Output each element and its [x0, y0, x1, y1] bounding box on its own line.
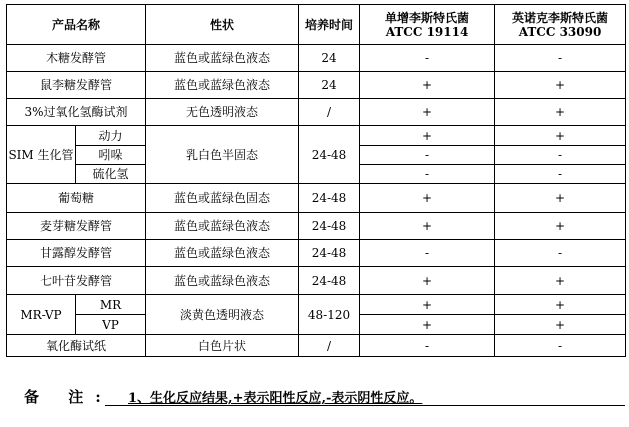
- table-row: [7, 99, 626, 126]
- mrvp-sub-name: VP: [76, 315, 146, 335]
- row-strain2-result: +: [495, 72, 626, 99]
- row-property: 蓝色或蓝绿色液态: [146, 240, 299, 267]
- sim-row: [7, 126, 626, 146]
- row-strain1-result: -: [360, 335, 495, 357]
- sim-strain2-result: -: [495, 165, 626, 184]
- footnote: [24, 386, 422, 407]
- mrvp-strain2-result: +: [495, 295, 626, 315]
- row-strain2-result: -: [495, 240, 626, 267]
- row-strain2-result: +: [495, 99, 626, 126]
- row-strain2-result: +: [495, 184, 626, 213]
- row-strain1-result: -: [360, 45, 495, 72]
- sim-sub-name: 吲哚: [76, 146, 146, 165]
- row-property: 蓝色或蓝绿色液态: [146, 72, 299, 99]
- row-property: 蓝色或蓝绿色液态: [146, 213, 299, 240]
- sim-strain2-result: +: [495, 126, 626, 146]
- header-strain2: [495, 5, 626, 45]
- sim-sub-name: 硫化氢: [76, 165, 146, 184]
- row-name: 氧化酶试纸: [7, 335, 146, 357]
- footnote-label: 备 注:: [24, 388, 113, 406]
- table-row: [7, 335, 626, 357]
- header-time: 培养时间: [299, 5, 360, 45]
- header-property: 性状: [146, 5, 299, 45]
- table-row: [7, 213, 626, 240]
- row-strain2-result: -: [495, 45, 626, 72]
- header-strain1-name: 单增李斯特氏菌: [385, 10, 470, 25]
- mrvp-sub-name: MR: [76, 295, 146, 315]
- row-property: 蓝色或蓝绿色液态: [146, 267, 299, 295]
- header-strain2-atcc: ATCC 33090: [518, 24, 602, 39]
- sim-time: 24-48: [299, 126, 360, 184]
- row-property: 无色透明液态: [146, 99, 299, 126]
- row-time: 24-48: [299, 184, 360, 213]
- mrvp-group-label: MR-VP: [7, 295, 76, 335]
- mrvp-strain1-result: +: [360, 295, 495, 315]
- header-strain1-atcc: ATCC 19114: [385, 24, 469, 39]
- mrvp-strain1-result: +: [360, 315, 495, 335]
- mrvp-row: [7, 295, 626, 315]
- sim-strain1-result: -: [360, 146, 495, 165]
- sim-group-label: SIM 生化管: [7, 126, 76, 184]
- row-property: 蓝色或蓝绿色固态: [146, 184, 299, 213]
- footnote-rule: [105, 405, 625, 406]
- row-name: 甘露醇发酵管: [7, 240, 146, 267]
- row-strain1-result: +: [360, 213, 495, 240]
- row-time: /: [299, 99, 360, 126]
- table-row: [7, 72, 626, 99]
- sim-sub-name: 动力: [76, 126, 146, 146]
- row-strain2-result: +: [495, 213, 626, 240]
- row-time: 24-48: [299, 213, 360, 240]
- row-strain1-result: +: [360, 99, 495, 126]
- row-time: /: [299, 335, 360, 357]
- header-strain2-name: 英诺克李斯特氏菌: [512, 10, 609, 25]
- table-row: [7, 45, 626, 72]
- sim-strain1-result: -: [360, 165, 495, 184]
- row-time: 24-48: [299, 240, 360, 267]
- row-time: 24: [299, 45, 360, 72]
- mrvp-time: 48-120: [299, 295, 360, 335]
- row-name: 七叶苷发酵管: [7, 267, 146, 295]
- table-row: [7, 184, 626, 213]
- row-name: 3%过氧化氢酶试剂: [7, 99, 146, 126]
- row-strain2-result: -: [495, 335, 626, 357]
- row-strain1-result: +: [360, 72, 495, 99]
- row-name: 木糖发酵管: [7, 45, 146, 72]
- row-name: 葡萄糖: [7, 184, 146, 213]
- row-property: 蓝色或蓝绿色液态: [146, 45, 299, 72]
- row-property: 白色片状: [146, 335, 299, 357]
- sim-strain1-result: +: [360, 126, 495, 146]
- header-row: [7, 5, 626, 45]
- sim-strain2-result: -: [495, 146, 626, 165]
- row-strain2-result: +: [495, 267, 626, 295]
- table-row: [7, 267, 626, 295]
- header-strain1: [360, 5, 495, 45]
- mrvp-strain2-result: +: [495, 315, 626, 335]
- row-name: 鼠李糖发酵管: [7, 72, 146, 99]
- footnote-text: 1、生化反应结果,+表示阳性反应,-表示阴性反应。: [128, 391, 423, 406]
- sim-property: 乳白色半固态: [146, 126, 299, 184]
- row-strain1-result: +: [360, 267, 495, 295]
- row-name: 麦芽糖发酵管: [7, 213, 146, 240]
- header-product: 产品名称: [7, 5, 146, 45]
- row-time: 24-48: [299, 267, 360, 295]
- table-row: [7, 240, 626, 267]
- mrvp-property: 淡黄色透明液态: [146, 295, 299, 335]
- row-strain1-result: +: [360, 184, 495, 213]
- row-strain1-result: -: [360, 240, 495, 267]
- biochemical-table: [6, 4, 626, 357]
- row-time: 24: [299, 72, 360, 99]
